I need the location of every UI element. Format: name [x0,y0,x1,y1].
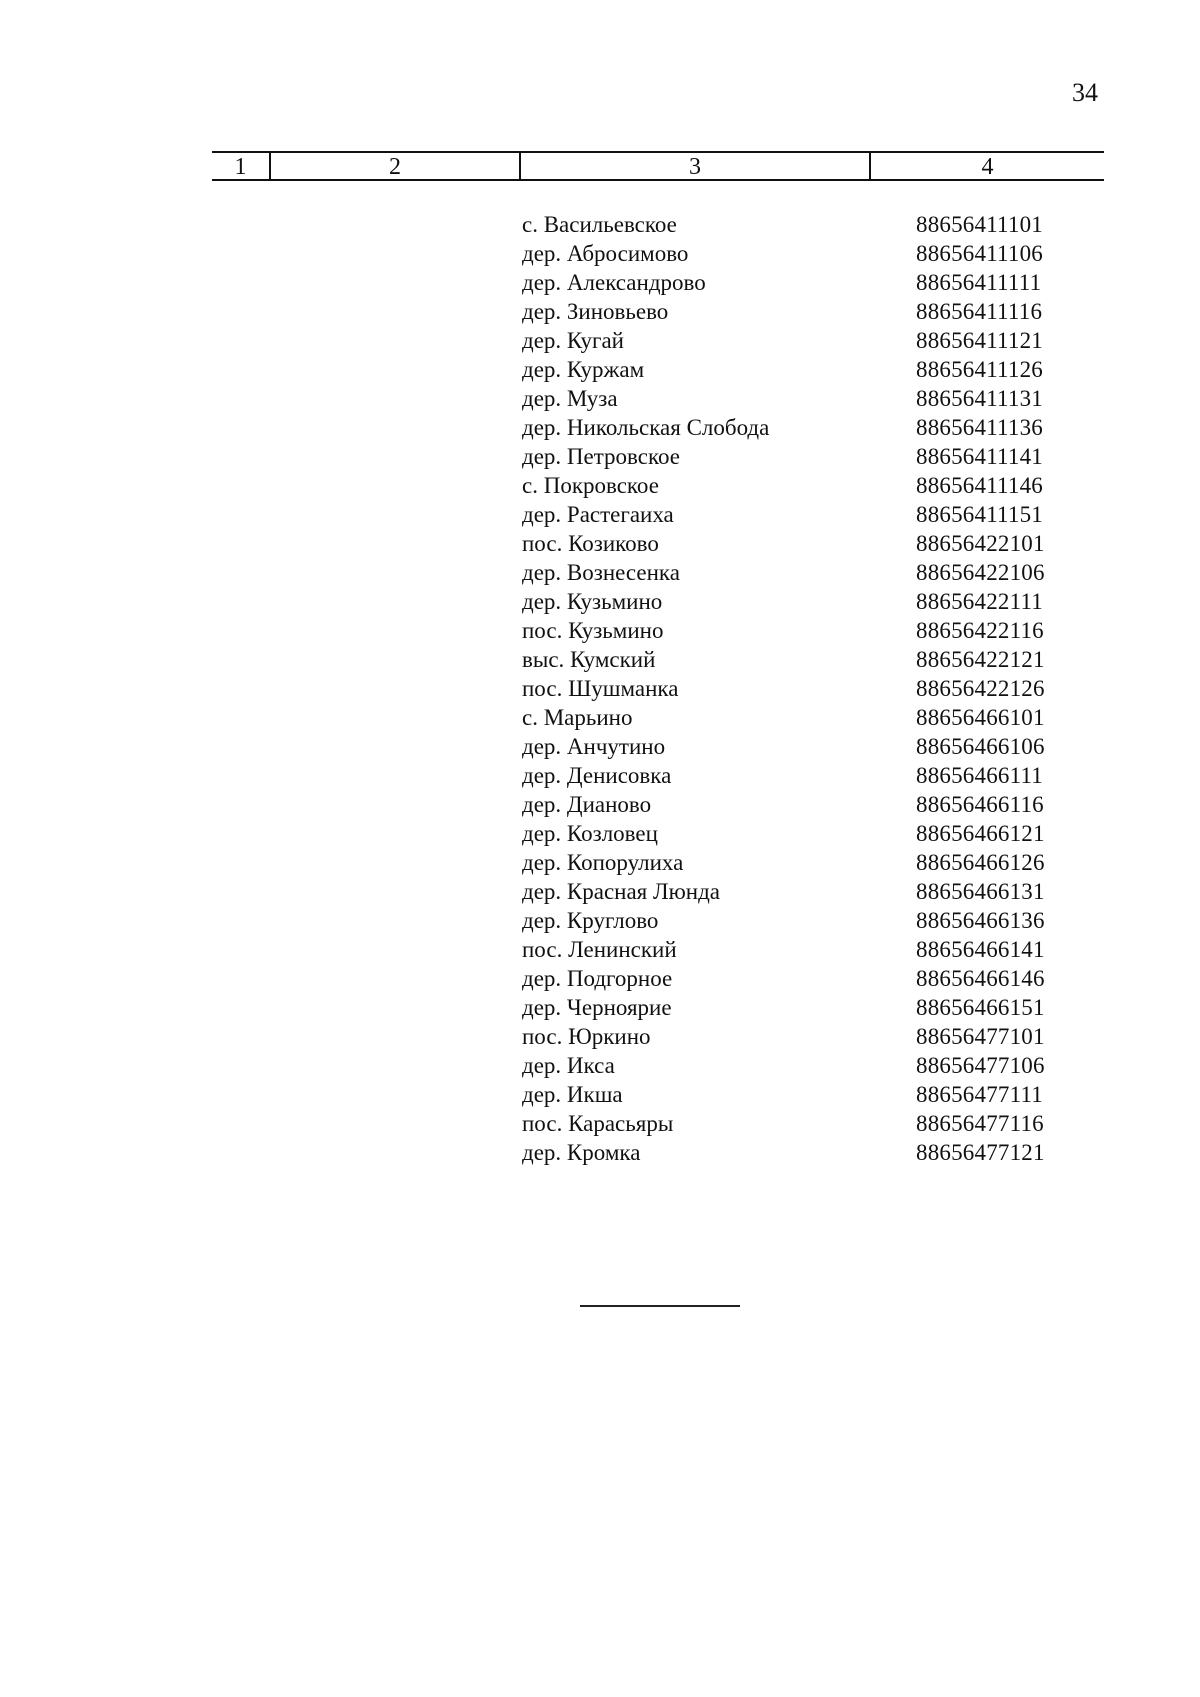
settlement-name: пос. Юркино [522,1024,651,1049]
table-row [0,1080,1200,1109]
settlement-name: дер. Вознесенка [522,560,680,585]
settlement-name: дер. Черноярие [522,995,672,1020]
settlement-code: 88656411106 [916,241,1043,266]
settlement-name: с. Васильевское [522,212,677,237]
settlement-code: 88656466106 [916,734,1045,759]
settlement-name: дер. Денисовка [522,763,672,788]
header-col-4: 4 [981,154,994,180]
table-row [0,1138,1200,1167]
table-row [0,1051,1200,1080]
settlement-name: дер. Козловец [522,821,658,846]
settlement-code: 88656411116 [916,299,1043,324]
table-row [0,616,1200,645]
settlement-code: 88656466101 [916,705,1045,730]
table-row [0,442,1200,471]
table-row [0,558,1200,587]
table-header [212,151,1104,181]
table-row [0,413,1200,442]
settlement-code: 88656422116 [916,618,1044,643]
table-row [0,964,1200,993]
table-row [0,297,1200,326]
settlement-name: дер. Икса [522,1053,615,1078]
table-row [0,819,1200,848]
table-row [0,993,1200,1022]
settlement-name: пос. Ленинский [522,937,677,962]
settlement-name: дер. Кромка [522,1140,641,1165]
table-row [0,1022,1200,1051]
settlement-code: 88656411141 [916,444,1043,469]
settlement-name: дер. Копорулиха [522,850,684,875]
table-row [0,645,1200,674]
settlement-code: 88656422106 [916,560,1045,585]
settlement-name: дер. Дианово [522,792,652,817]
settlement-name: с. Марьино [522,705,633,730]
table-row [0,848,1200,877]
table-row [0,761,1200,790]
settlement-code: 88656411136 [916,415,1043,440]
settlement-name: дер. Круглово [522,908,659,933]
settlement-name: пос. Козиково [522,531,659,556]
settlement-code: 88656466126 [916,850,1045,875]
table-row [0,877,1200,906]
settlement-code: 88656422126 [916,676,1045,701]
settlement-code: 88656466116 [916,792,1044,817]
table-row [0,703,1200,732]
settlement-name: пос. Карасьяры [522,1111,674,1136]
settlement-code: 88656411151 [916,502,1043,527]
settlement-name: дер. Анчутино [522,734,666,759]
table-row [0,1109,1200,1138]
table-row [0,500,1200,529]
settlement-code: 88656466136 [916,908,1045,933]
settlement-code: 88656411101 [916,212,1043,237]
settlement-name: дер. Никольская Слобода [522,415,770,440]
table-row [0,906,1200,935]
settlement-code: 88656466146 [916,966,1045,991]
page-number: 34 [1072,78,1098,107]
settlement-code: 88656466121 [916,821,1045,846]
table-row [0,674,1200,703]
settlement-name: с. Покровское [522,473,659,498]
table-row [0,529,1200,558]
settlement-name: дер. Петровское [522,444,680,469]
settlement-code: 88656477111 [916,1082,1043,1107]
table-row [0,239,1200,268]
settlement-code: 88656477106 [916,1053,1045,1078]
settlement-name: дер. Муза [522,386,618,411]
settlement-name: дер. Абросимово [522,241,689,266]
table-row [0,384,1200,413]
settlement-name: дер. Кузьмино [522,589,663,614]
table-row [0,268,1200,297]
table-row [0,790,1200,819]
table-row [0,210,1200,239]
settlement-name: выс. Кумский [522,647,656,672]
settlement-code: 88656422111 [916,589,1043,614]
settlement-name: дер. Растегаиха [522,502,674,527]
settlement-code: 88656466141 [916,937,1045,962]
settlement-name: пос. Шушманка [522,676,679,701]
settlement-code: 88656411131 [916,386,1043,411]
settlement-code: 88656466111 [916,763,1043,788]
end-rule [580,1305,740,1307]
settlement-code: 88656422101 [916,531,1045,556]
settlement-code: 88656477101 [916,1024,1045,1049]
settlement-code: 88656477116 [916,1111,1044,1136]
settlement-name: дер. Кугай [522,328,624,353]
header-col-3: 3 [689,154,701,180]
table-row [0,326,1200,355]
settlement-name: дер. Куржам [522,357,645,382]
settlement-code: 88656422121 [916,647,1045,672]
table-row [0,355,1200,384]
header-col-2: 2 [389,154,401,180]
settlement-code: 88656466151 [916,995,1045,1020]
settlement-code: 88656411121 [916,328,1043,353]
settlement-name: пос. Кузьмино [522,618,664,643]
settlement-name: дер. Икша [522,1082,623,1107]
table-row [0,587,1200,616]
settlement-name: дер. Красная Люнда [522,879,721,904]
header-col-1: 1 [234,154,247,180]
table-row [0,471,1200,500]
settlement-name: дер. Александрово [522,270,706,295]
settlement-name: дер. Подгорное [522,966,673,991]
settlement-name: дер. Зиновьево [522,299,669,324]
table-row [0,732,1200,761]
settlement-code: 88656411126 [916,357,1043,382]
settlement-code: 88656466131 [916,879,1045,904]
settlement-code: 88656477121 [916,1140,1045,1165]
settlement-code: 88656411111 [916,270,1042,295]
table-row [0,935,1200,964]
settlement-code: 88656411146 [916,473,1043,498]
